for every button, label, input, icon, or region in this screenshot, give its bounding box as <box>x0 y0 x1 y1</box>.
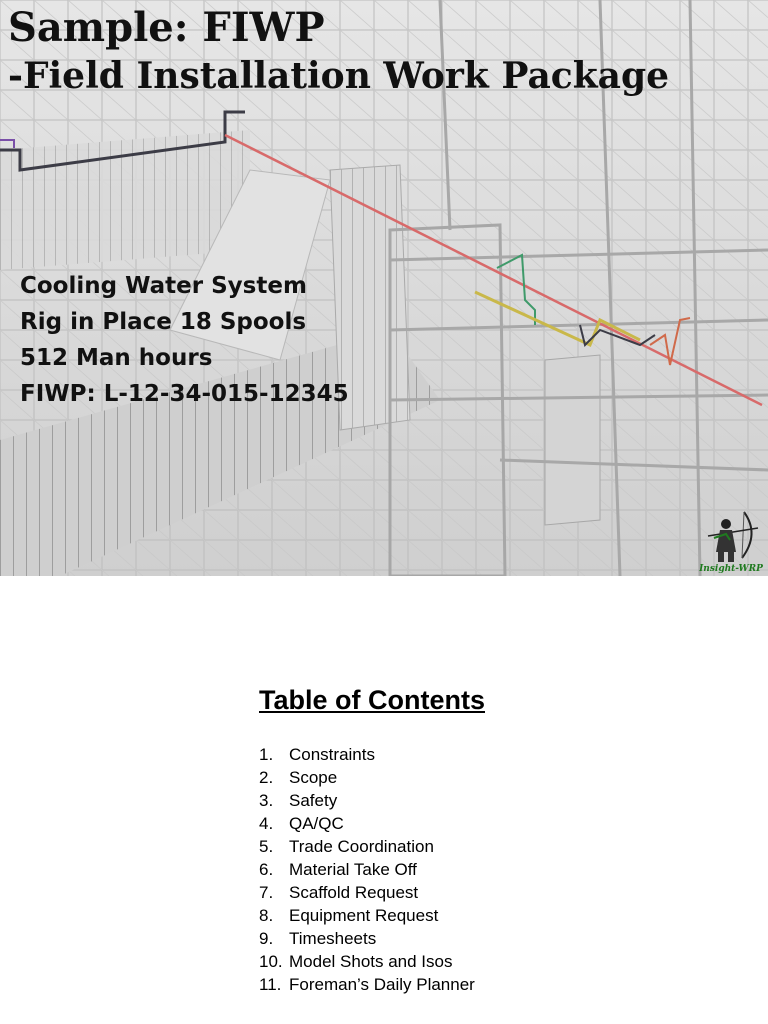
fiwp-number: FIWP: L-12-34-015-12345 <box>20 381 349 407</box>
toc-item <box>259 789 679 812</box>
man-hours: 512 Man hours <box>20 345 213 371</box>
toc-item-number: 3. <box>259 791 274 810</box>
toc-item <box>259 858 679 881</box>
toc-item-number: 10. <box>259 952 283 971</box>
toc-item <box>259 743 679 766</box>
work-package-summary <box>20 268 349 412</box>
archer-icon <box>696 508 766 564</box>
toc-item-number: 6. <box>259 860 274 879</box>
toc-item <box>259 973 679 996</box>
toc-item-label: Constraints <box>289 745 375 764</box>
toc-item-label: Timesheets <box>289 929 377 948</box>
toc-item-label: Safety <box>289 791 338 810</box>
insight-wrp-logo <box>696 508 766 574</box>
toc-item-label: Scaffold Request <box>289 883 419 902</box>
toc-item-label: Trade Coordination <box>289 837 434 856</box>
title-line-1: Sample: FIWP <box>8 4 325 51</box>
toc-item-number: 8. <box>259 906 274 925</box>
toc-item-number: 11. <box>259 975 282 994</box>
toc-item-number: 1. <box>259 745 274 764</box>
toc-item-label: Model Shots and Isos <box>289 952 453 971</box>
toc-item-label: Material Take Off <box>289 860 417 879</box>
toc-title: Table of Contents <box>259 685 485 715</box>
toc-item <box>259 881 679 904</box>
toc-item-label: Equipment Request <box>289 906 439 925</box>
toc-item-number: 4. <box>259 814 274 833</box>
system-name: Cooling Water System <box>20 273 307 299</box>
toc-item-number: 9. <box>259 929 274 948</box>
toc-item-number: 5. <box>259 837 274 856</box>
toc-list <box>259 743 679 996</box>
logo-caption: Insight-WRP <box>699 564 763 574</box>
toc-item <box>259 927 679 950</box>
toc-item-number: 7. <box>259 883 274 902</box>
equipment-block <box>545 355 600 525</box>
slide-title <box>8 4 670 97</box>
title-line-2: -Field Installation Work Package <box>8 55 670 97</box>
toc-item-label: Foreman’s Daily Planner <box>289 975 475 994</box>
toc-item-label: QA/QC <box>289 814 344 833</box>
table-of-contents <box>259 684 679 996</box>
toc-item <box>259 950 679 973</box>
toc-item <box>259 904 679 927</box>
toc-item <box>259 835 679 858</box>
toc-item <box>259 812 679 835</box>
scope-line: Rig in Place 18 Spools <box>20 309 307 335</box>
toc-item <box>259 766 679 789</box>
toc-item-number: 2. <box>259 768 274 787</box>
toc-item-label: Scope <box>289 768 338 787</box>
